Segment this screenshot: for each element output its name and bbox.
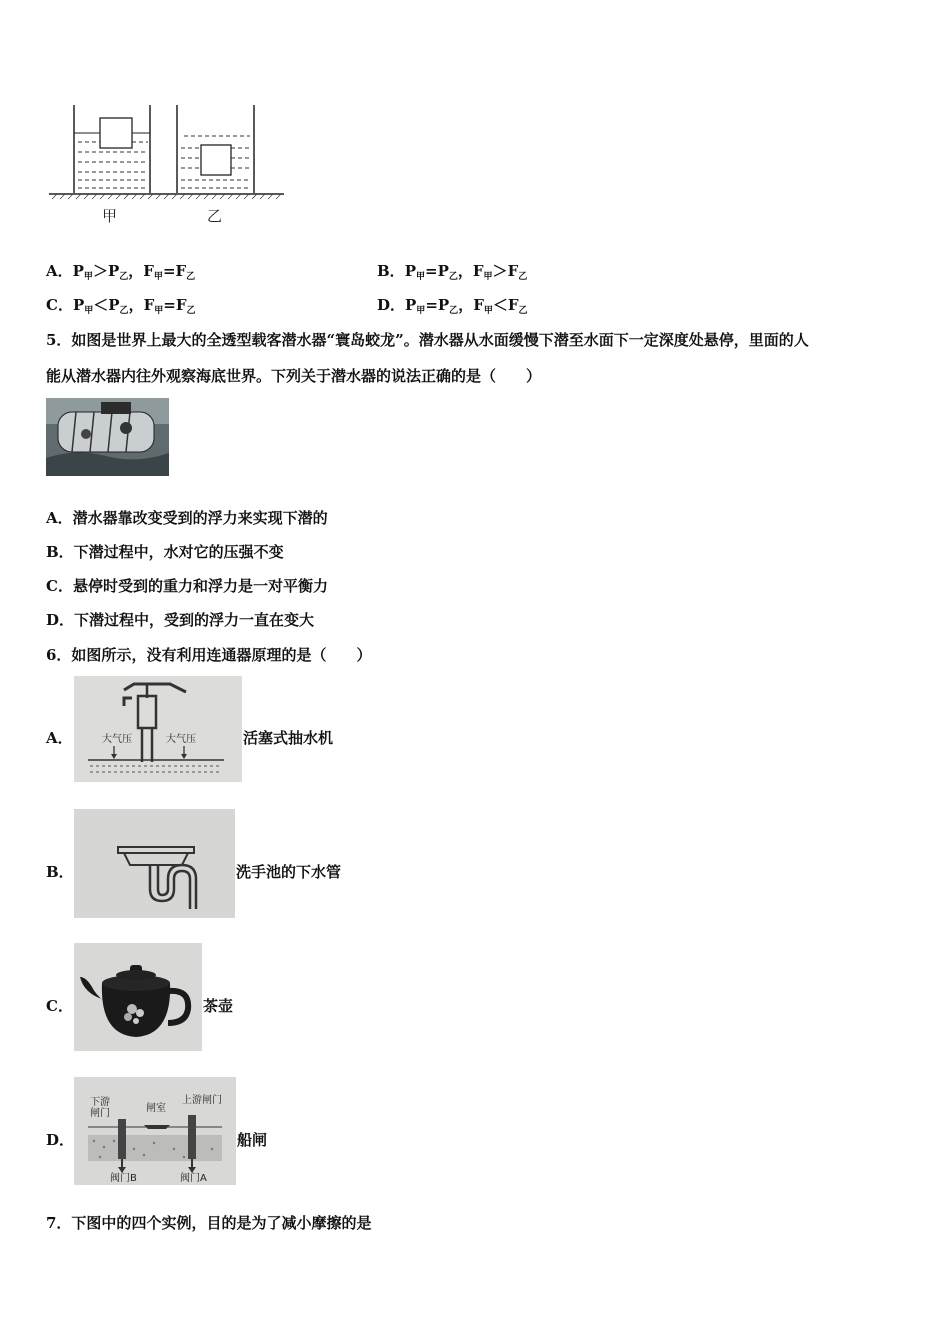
q6-option-b-key[interactable]: B． xyxy=(46,863,74,881)
submersible-photo xyxy=(46,398,169,476)
q6-option-c-caption: 茶壶 xyxy=(203,997,234,1015)
q5-option-c[interactable]: C．悬停时受到的重力和浮力是一对平衡力 xyxy=(46,577,328,595)
sink-drain-image xyxy=(74,809,235,918)
q6-option-a-caption: 活塞式抽水机 xyxy=(243,729,334,747)
q5-option-d[interactable]: D．下潜过程中，受到的浮力一直在变大 xyxy=(46,611,315,629)
valve-a-label: 阀门A xyxy=(180,1173,207,1184)
label-yi: 乙 xyxy=(207,207,223,225)
q4-option-d[interactable]: D．$P_甲=P_乙$，$F_甲<F_乙$ xyxy=(377,296,528,316)
container-yi xyxy=(177,105,254,193)
q6-option-d-caption: 船闸 xyxy=(237,1131,268,1149)
q4-containers-figure xyxy=(44,100,294,230)
q5-stem-line2: 能从潜水器内往外观察海底世界。下列关于潜水器的说法正确的是（ ） xyxy=(46,367,542,385)
q6-stem: 6．如图所示，没有利用连通器原理的是（ ） xyxy=(46,646,372,664)
q6-option-d-key[interactable]: D． xyxy=(46,1131,75,1149)
air-pressure-label-left: 大气压 xyxy=(102,734,132,745)
q5-option-b[interactable]: B．下潜过程中，水对它的压强不变 xyxy=(46,543,284,561)
downstream-label: 下游 xyxy=(90,1097,110,1108)
q5-stem-line1: 5．如图是世界上最大的全透型载客潜水器“寰岛蛟龙”。潜水器从水面缓慢下潜至水面下一定深度处悬停，里面的人 xyxy=(46,331,809,349)
q4-option-c[interactable]: C．$P_甲<P_乙$，$F_甲=F_乙$ xyxy=(46,296,196,316)
teapot-image xyxy=(74,943,202,1051)
suspended-block xyxy=(201,145,231,175)
q4-option-a[interactable]: A．$P_甲>P_乙$，$F_甲=F_乙$ xyxy=(46,262,196,282)
air-pressure-label-right: 大气压 xyxy=(166,734,196,745)
piston-pump-image xyxy=(74,676,242,782)
ship-lock-image xyxy=(74,1077,236,1185)
container-jia xyxy=(74,105,150,193)
label-jia: 甲 xyxy=(102,207,118,225)
q4-option-b[interactable]: B．$P_甲=P_乙$，$F_甲>F_乙$ xyxy=(377,262,528,282)
q6-option-a-key[interactable]: A． xyxy=(46,729,73,747)
q5-option-a[interactable]: A．潜水器靠改变受到的浮力来实现下潜的 xyxy=(46,509,328,527)
q6-option-c-key[interactable]: C． xyxy=(46,997,73,1015)
q7-stem: 7．下图中的四个实例，目的是为了减小摩擦的是 xyxy=(46,1214,372,1232)
floating-block xyxy=(100,118,132,148)
gate-label: 闸门 xyxy=(90,1108,110,1119)
upstream-gate-label: 上游闸门 xyxy=(182,1095,222,1106)
q6-option-b-caption: 洗手池的下水管 xyxy=(236,863,342,881)
lock-chamber-label: 闸室 xyxy=(146,1103,166,1114)
valve-b-label: 阀门B xyxy=(110,1173,137,1184)
